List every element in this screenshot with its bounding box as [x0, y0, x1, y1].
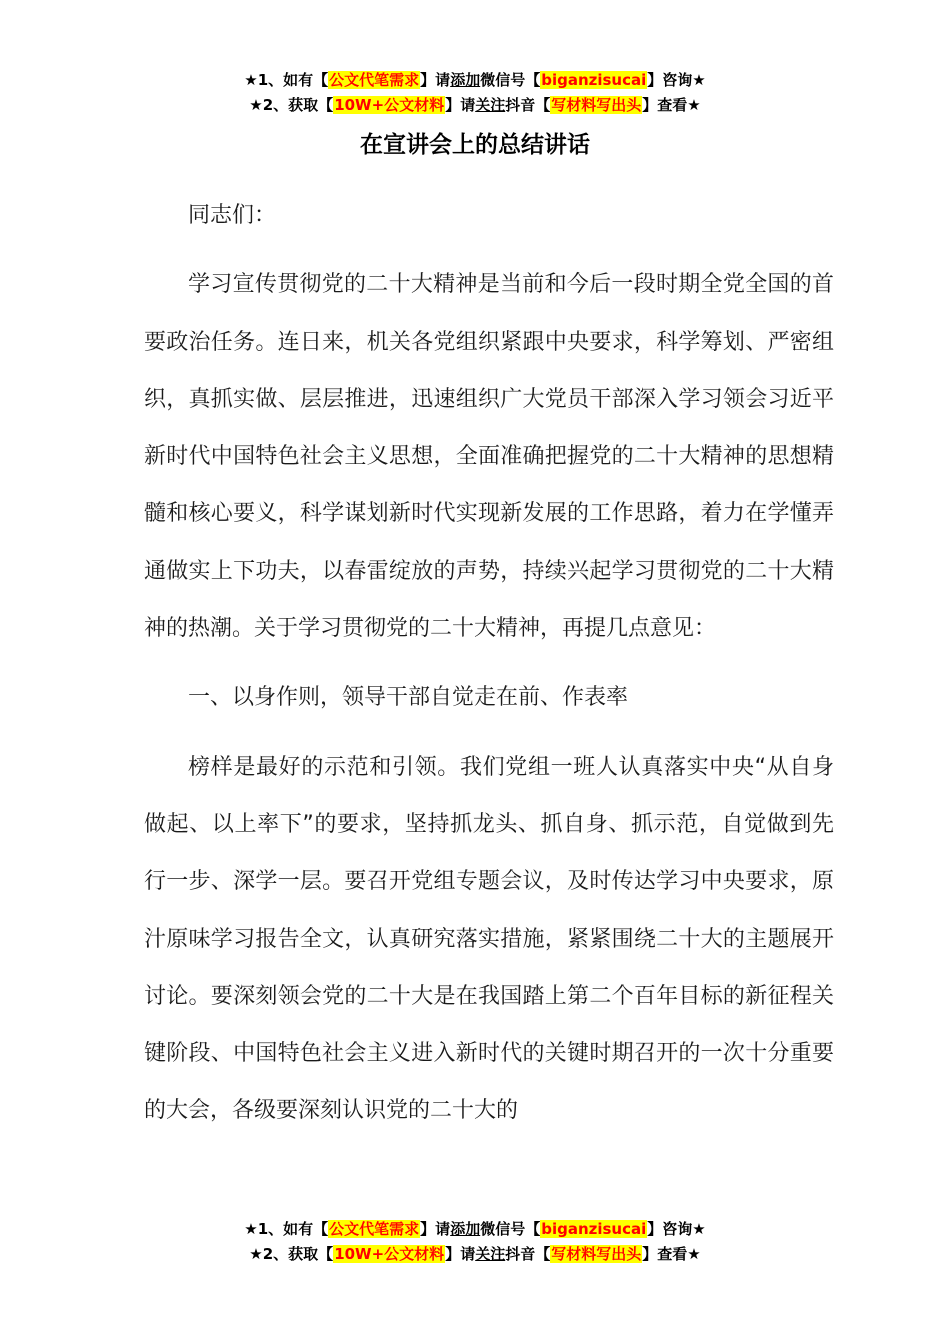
ad-text: 】查看★: [642, 1245, 701, 1263]
ad-underline: 添加: [450, 1220, 481, 1238]
ad-underline: 关注: [475, 96, 506, 114]
ad-underline: 添加: [450, 71, 481, 89]
ad-line-2: [0, 93, 950, 118]
header-ad: [0, 68, 950, 118]
ad-text: 】查看★: [642, 96, 701, 114]
ad-text: 】咨询★: [647, 71, 706, 89]
ad-highlight: 公文代笔需求: [329, 71, 420, 89]
ad-text: 】请: [445, 96, 476, 114]
paragraph-section-1: 榜样是最好的示范和引领。我们党组一班人认真落实中央“从自身做起、以上率下”的要求，坚持抓龙头、抓自身、抓示范，自觉做到先行一步、深学一层。要召开党组专题会议，及时传达学习中央要求，原汁原味学习报告全文，认真研究落实措施，紧紧围绕二十大的主题展开讨论。要深刻领会党的二十大是在我国踏上第二个百年目标的新征程关键阶段、中国特色社会主义进入新时代的关键时期召开的一次十分重要的大会，各级要深刻认识党的二十大的: [144, 754, 834, 1124]
salutation: 同志们：: [188, 203, 277, 228]
ad-highlight: 公文代笔需求: [329, 1220, 420, 1238]
paragraph-intro: 学习宣传贯彻党的二十大精神是当前和今后一段时期全党全国的首要政治任务。连日来，机关各党组织紧跟中央要求，科学筹划、严密组织，真抓实做、层层推进，迅速组织广大党员干部深入学习领会习近平新时代中国特色社会主义思想，全面准确把握党的二十大精神的思想精髓和核心要义，科学谋划新时代实现新发展的工作思路，着力在学懂弄通做实上下功夫，以春雷绽放的声势，持续兴起学习贯彻党的二十大精神的热潮。关于学习贯彻党的二十大精神，再提几点意见：: [144, 272, 834, 642]
footer-ad: [0, 1217, 950, 1267]
ad-highlight: biganzisucai: [541, 71, 647, 89]
ad-text: 】请: [445, 1245, 476, 1263]
section-heading-1: 一、以身作则，领导干部自觉走在前、作表率: [188, 685, 629, 711]
ad-highlight: 写材料写出头: [551, 1245, 642, 1263]
ad-text: 微信号【: [480, 71, 541, 89]
ad-text: 微信号【: [480, 1220, 541, 1238]
ad-highlight: biganzisucai: [541, 1220, 647, 1238]
ad-line-2: [0, 1242, 950, 1267]
ad-highlight: 10W+公文材料: [334, 96, 445, 114]
ad-text: ★2、获取【: [249, 1245, 334, 1263]
document-title: 在宣讲会上的总结讲话: [360, 132, 590, 158]
ad-text: ★2、获取【: [249, 96, 334, 114]
ad-text: 】请: [420, 71, 451, 89]
ad-line-1: [0, 1217, 950, 1242]
ad-text: 】请: [420, 1220, 451, 1238]
ad-line-1: [0, 68, 950, 93]
ad-text: 抖音【: [505, 96, 551, 114]
ad-text: 抖音【: [505, 1245, 551, 1263]
ad-highlight: 10W+公文材料: [334, 1245, 445, 1263]
ad-text: 】咨询★: [647, 1220, 706, 1238]
ad-text: ★1、如有【: [244, 71, 329, 89]
ad-text: ★1、如有【: [244, 1220, 329, 1238]
ad-underline: 关注: [475, 1245, 506, 1263]
ad-highlight: 写材料写出头: [551, 96, 642, 114]
document-body: [144, 172, 834, 1140]
